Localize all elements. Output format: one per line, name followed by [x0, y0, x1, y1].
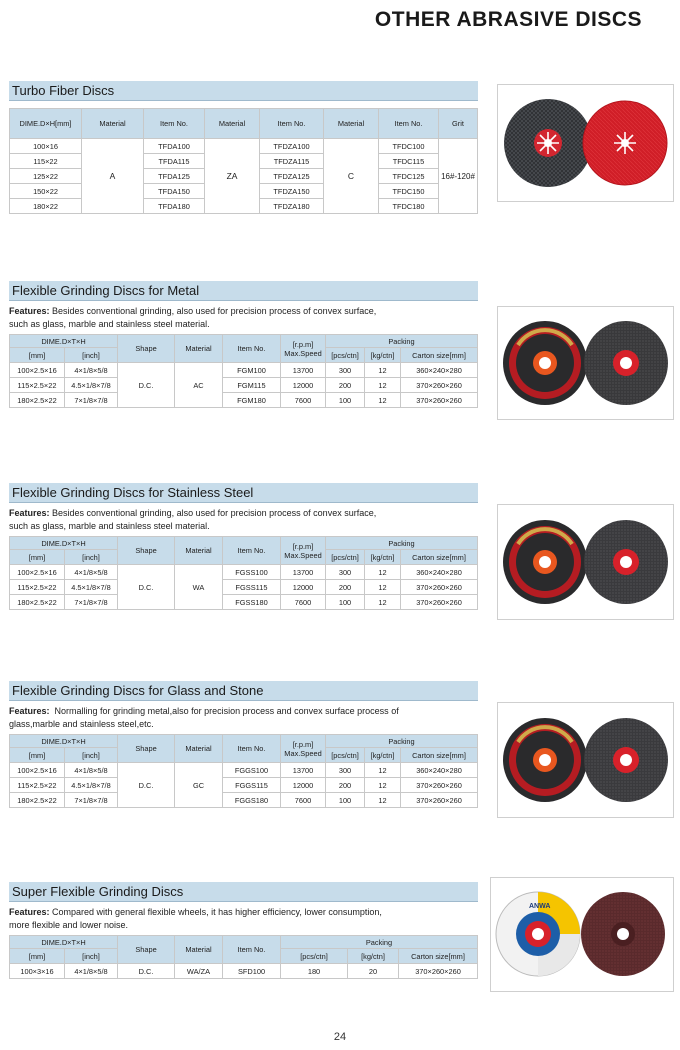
- table-header: Item No.: [144, 109, 205, 139]
- table-header: Carton size[mm]: [401, 550, 478, 565]
- table-header: [281, 335, 326, 363]
- turbo-disc-photo: [497, 84, 674, 202]
- black-fiber-disc-icon: [504, 99, 592, 187]
- table-header: [inch]: [65, 949, 118, 964]
- features-body: Compared with general flexible wheels, it has higher efficiency, lower consumption, more flexible and lower noise.: [9, 907, 382, 930]
- section-title: Flexible Grinding Discs for Metal: [9, 281, 478, 301]
- table-cell: 200: [326, 580, 365, 595]
- table-cell: 20: [348, 964, 399, 979]
- table-header: [pcs/ctn]: [326, 748, 365, 763]
- table-cell: AC: [175, 363, 223, 408]
- table-header: Item No.: [379, 109, 439, 139]
- flexible-disc-grit-side-icon: [584, 718, 668, 802]
- table-header: Carton size[mm]: [401, 748, 478, 763]
- table-cell: TFDA180: [144, 199, 205, 214]
- section-title: Super Flexible Grinding Discs: [9, 882, 478, 902]
- table-cell: 7×1/8×7/8: [65, 595, 118, 610]
- table-cell: 12000: [281, 778, 326, 793]
- table-cell: 115×22: [10, 154, 82, 169]
- table-header: Material: [82, 109, 144, 139]
- table-cell: TFDA125: [144, 169, 205, 184]
- table-cell: 4.5×1/8×7/8: [65, 580, 118, 595]
- table-cell: D.C.: [118, 964, 175, 979]
- table-header: [kg/ctn]: [348, 949, 399, 964]
- features-text: [9, 507, 389, 532]
- table-header: DIME.D×T×H: [10, 936, 118, 949]
- features-label: Features:: [9, 706, 50, 716]
- table-cell: TFDC125: [379, 169, 439, 184]
- table-cell: TFDA100: [144, 139, 205, 154]
- table-header: Material: [205, 109, 260, 139]
- table-cell: 4.5×1/8×7/8: [65, 778, 118, 793]
- stainless-section: [9, 483, 478, 610]
- table-cell: FGGS100: [223, 763, 281, 778]
- table-header: Material: [175, 537, 223, 565]
- flexible-disc-grit-side-icon: [584, 520, 668, 604]
- table-cell: 12: [365, 763, 401, 778]
- super-flexible-section: [9, 882, 478, 979]
- table-cell: 13700: [281, 763, 326, 778]
- table-cell: 180×2.5×22: [10, 393, 65, 408]
- table-cell: SFD100: [223, 964, 281, 979]
- table-cell: 300: [326, 363, 365, 378]
- table-cell: 180×2.5×22: [10, 595, 65, 610]
- flexible-disc-grit-side-icon: [584, 321, 668, 405]
- table-cell: 7600: [281, 793, 326, 808]
- table-cell: 370×260×260: [399, 964, 478, 979]
- table-cell: 370×260×260: [401, 595, 478, 610]
- table-cell: 13700: [281, 565, 326, 580]
- table-cell: 150×22: [10, 184, 82, 199]
- table-cell: 7600: [281, 393, 326, 408]
- table-header: Item No.: [223, 537, 281, 565]
- super-flexible-disc-grit-icon: [581, 892, 665, 976]
- table-cell: 370×260×260: [401, 793, 478, 808]
- table-header: Shape: [118, 936, 175, 964]
- table-header: Material: [324, 109, 379, 139]
- red-fiber-disc-icon: [583, 101, 667, 185]
- table-header: DIME.D×H[mm]: [10, 109, 82, 139]
- table-cell: TFDZA150: [260, 184, 324, 199]
- table-header: [pcs/ctn]: [281, 949, 348, 964]
- table-cell: C: [324, 139, 379, 214]
- table-cell: 300: [326, 565, 365, 580]
- features-label: Features:: [9, 907, 50, 917]
- table-cell: D.C.: [118, 363, 175, 408]
- table-cell: ZA: [205, 139, 260, 214]
- table-cell: 12: [365, 565, 401, 580]
- flexible-disc-label-side-icon: [503, 321, 587, 405]
- superflex-disc-photo: [490, 877, 674, 992]
- table-cell: 125×22: [10, 169, 82, 184]
- table-header: DIME.D×T×H: [10, 735, 118, 748]
- table-cell: 100×3×16: [10, 964, 65, 979]
- table-header: [inch]: [65, 348, 118, 363]
- features-label: Features:: [9, 508, 50, 518]
- table-cell: 12: [365, 595, 401, 610]
- table-cell: TFDC180: [379, 199, 439, 214]
- table-cell: 100×2.5×16: [10, 363, 65, 378]
- table-cell: TFDZA125: [260, 169, 324, 184]
- table-header: Shape: [118, 735, 175, 763]
- table-header: [pcs/ctn]: [326, 348, 365, 363]
- table-cell: TFDC150: [379, 184, 439, 199]
- table-cell: TFDA150: [144, 184, 205, 199]
- glass-stone-section: [9, 681, 478, 808]
- table-header: [281, 735, 326, 763]
- table-cell: 12000: [281, 378, 326, 393]
- rpm-label: [r.p.m]: [292, 739, 314, 749]
- table-header: Material: [175, 335, 223, 363]
- table-cell: 4.5×1/8×7/8: [65, 378, 118, 393]
- table-header: [mm]: [10, 348, 65, 363]
- features-text: [9, 906, 389, 931]
- glass-spec-table: [9, 734, 478, 808]
- table-cell: 7600: [281, 595, 326, 610]
- table-cell: FGSS115: [223, 580, 281, 595]
- table-cell: 4×1/8×5/8: [65, 363, 118, 378]
- table-cell: 12: [365, 378, 401, 393]
- table-header: Packing: [281, 936, 478, 949]
- table-cell: 12: [365, 778, 401, 793]
- table-header: [mm]: [10, 550, 65, 565]
- table-header: [mm]: [10, 748, 65, 763]
- table-cell: 360×240×280: [401, 565, 478, 580]
- table-header: Item No.: [260, 109, 324, 139]
- table-cell: FGSS180: [223, 595, 281, 610]
- table-cell: 360×240×280: [401, 363, 478, 378]
- table-cell: 100: [326, 393, 365, 408]
- brand-label: ANWA: [529, 903, 551, 910]
- table-cell: TFDA115: [144, 154, 205, 169]
- table-cell: 100×2.5×16: [10, 763, 65, 778]
- table-cell: 7×1/8×7/8: [65, 393, 118, 408]
- section-title: Turbo Fiber Discs: [9, 81, 478, 101]
- super-flexible-disc-label-icon: [496, 892, 580, 976]
- table-cell: TFDC100: [379, 139, 439, 154]
- table-cell: 4×1/8×5/8: [65, 964, 118, 979]
- table-cell: TFDZA100: [260, 139, 324, 154]
- table-cell: 115×2.5×22: [10, 778, 65, 793]
- table-header: Carton size[mm]: [399, 949, 478, 964]
- table-header: Item No.: [223, 335, 281, 363]
- section-title: Flexible Grinding Discs for Glass and Stone: [9, 681, 478, 701]
- table-cell: 13700: [281, 363, 326, 378]
- flexible-disc-label-side-icon: [503, 718, 587, 802]
- turbo-fiber-section: [9, 81, 478, 214]
- metal-spec-table: [9, 334, 478, 408]
- table-cell: 370×260×260: [401, 393, 478, 408]
- table-cell: D.C.: [118, 763, 175, 808]
- table-cell: 16#-120#: [439, 139, 478, 214]
- table-cell: TFDZA115: [260, 154, 324, 169]
- table-cell: 180: [281, 964, 348, 979]
- table-header: Shape: [118, 335, 175, 363]
- table-cell: FGM100: [223, 363, 281, 378]
- table-cell: 4×1/8×5/8: [65, 763, 118, 778]
- max-speed-label: Max.Speed: [284, 550, 322, 560]
- flexible-disc-label-side-icon: [503, 520, 587, 604]
- table-header: DIME.D×T×H: [10, 537, 118, 550]
- table-header: Packing: [326, 537, 478, 550]
- table-cell: FGM180: [223, 393, 281, 408]
- table-cell: 115×2.5×22: [10, 378, 65, 393]
- table-header: [kg/ctn]: [365, 550, 401, 565]
- table-cell: 12: [365, 363, 401, 378]
- table-cell: 100×16: [10, 139, 82, 154]
- table-cell: 370×260×260: [401, 778, 478, 793]
- table-cell: 100: [326, 793, 365, 808]
- table-cell: GC: [175, 763, 223, 808]
- table-header: Packing: [326, 335, 478, 348]
- table-cell: 370×260×260: [401, 580, 478, 595]
- table-cell: 100: [326, 595, 365, 610]
- features-body: Besides conventional grinding, also used for precision process of convex surface, such as glass, marble and stainless steel material.: [9, 306, 377, 329]
- table-cell: 12: [365, 580, 401, 595]
- table-cell: 360×240×280: [401, 763, 478, 778]
- table-cell: 12: [365, 393, 401, 408]
- table-header: [281, 537, 326, 565]
- table-cell: A: [82, 139, 144, 214]
- table-header: [kg/ctn]: [365, 348, 401, 363]
- stainless-disc-photo: [497, 504, 674, 620]
- table-header: Item No.: [223, 936, 281, 964]
- table-cell: FGSS100: [223, 565, 281, 580]
- features-label: Features:: [9, 306, 50, 316]
- table-cell: 200: [326, 778, 365, 793]
- stainless-spec-table: [9, 536, 478, 610]
- page-title: OTHER ABRASIVE DISCS: [374, 8, 642, 31]
- table-header: [mm]: [10, 949, 65, 964]
- rpm-label: [r.p.m]: [292, 541, 314, 551]
- section-title: Flexible Grinding Discs for Stainless Steel: [9, 483, 478, 503]
- table-header: Item No.: [223, 735, 281, 763]
- table-header: [inch]: [65, 748, 118, 763]
- table-header: Packing: [326, 735, 478, 748]
- table-cell: 12: [365, 793, 401, 808]
- max-speed-label: Max.Speed: [284, 748, 322, 758]
- table-cell: 300: [326, 763, 365, 778]
- features-text: [9, 305, 389, 330]
- table-cell: FGM115: [223, 378, 281, 393]
- table-cell: WA: [175, 565, 223, 610]
- table-header: [inch]: [65, 550, 118, 565]
- table-cell: 180×2.5×22: [10, 793, 65, 808]
- superflex-spec-table: [9, 935, 478, 979]
- table-cell: 200: [326, 378, 365, 393]
- rpm-label: [r.p.m]: [292, 339, 314, 349]
- table-cell: 180×22: [10, 199, 82, 214]
- table-header: Material: [175, 735, 223, 763]
- table-header: Shape: [118, 537, 175, 565]
- features-body: Besides conventional grinding, also used for precision process of convex surface, such as glass, marble and stainless steel material.: [9, 508, 377, 531]
- table-cell: FGGS115: [223, 778, 281, 793]
- table-cell: TFDC115: [379, 154, 439, 169]
- page-number: 24: [333, 1031, 347, 1043]
- table-cell: FGGS180: [223, 793, 281, 808]
- metal-section: [9, 281, 478, 408]
- table-cell: 4×1/8×5/8: [65, 565, 118, 580]
- max-speed-label: Max.Speed: [284, 348, 322, 358]
- table-header: DIME.D×T×H: [10, 335, 118, 348]
- table-cell: WA/ZA: [175, 964, 223, 979]
- table-header: [kg/ctn]: [365, 748, 401, 763]
- table-cell: 115×2.5×22: [10, 580, 65, 595]
- features-text: [9, 705, 439, 730]
- table-header: [pcs/ctn]: [326, 550, 365, 565]
- table-header: Material: [175, 936, 223, 964]
- features-body: Normalling for grinding metal,also for precision process and convex surface process of glass,marble and stainless steel,etc.: [9, 706, 399, 729]
- table-cell: 100×2.5×16: [10, 565, 65, 580]
- metal-disc-photo: [497, 306, 674, 420]
- glass-disc-photo: [497, 702, 674, 818]
- table-cell: 7×1/8×7/8: [65, 793, 118, 808]
- table-cell: 12000: [281, 580, 326, 595]
- table-cell: D.C.: [118, 565, 175, 610]
- table-cell: 370×260×260: [401, 378, 478, 393]
- turbo-spec-table: [9, 108, 478, 214]
- table-cell: TFDZA180: [260, 199, 324, 214]
- table-header: Carton size[mm]: [401, 348, 478, 363]
- table-header: Grit: [439, 109, 478, 139]
